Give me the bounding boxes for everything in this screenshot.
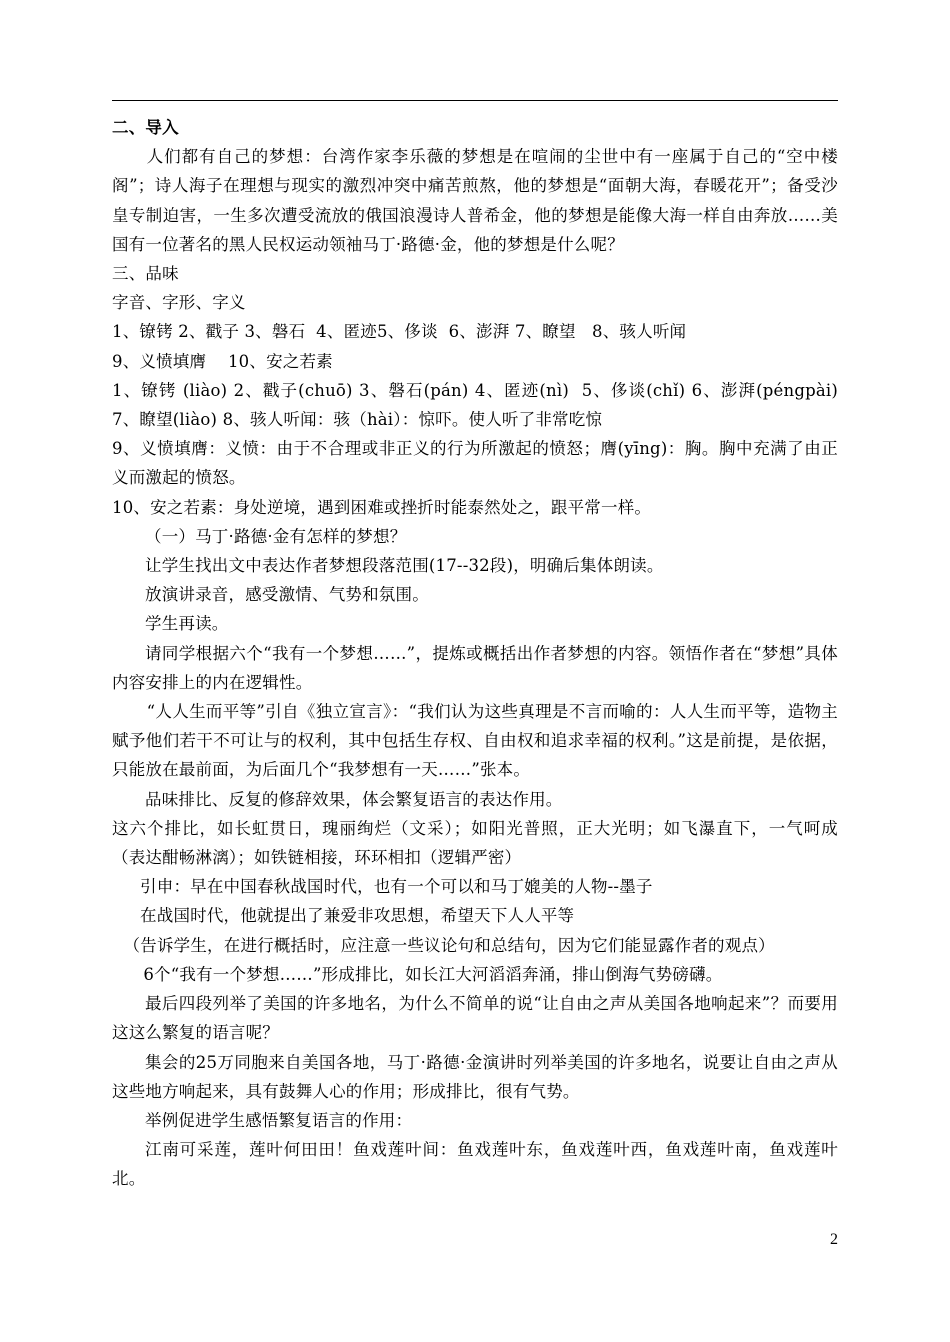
vocab-definition-9: 9、义愤填膺：义愤：由于不合理或非正义的行为所激起的愤怒；膺(yīng)：胸。胸中充满了由正义而激起的愤怒。 — [112, 439, 838, 488]
paragraph-example-intro: 举例促进学生感悟繁复语言的作用： — [145, 1110, 413, 1130]
paragraph-rhetoric: 品味排比、反复的修辞效果，体会繁复语言的表达作用。 — [145, 789, 563, 809]
question-heading-1: （一）马丁·路德·金有怎样的梦想？ — [145, 526, 407, 546]
paragraph-read-again: 学生再读。 — [145, 614, 229, 634]
paragraph-extension-mozi: 引申：早在中国春秋战国时代，也有一个可以和马丁媲美的人物--墨子 — [140, 877, 653, 897]
paragraph-summarize-dreams: 请同学根据六个“我有一个梦想……”，提炼或概括出作者梦想的内容。领悟作者在“梦想”具体内容安排上的内在逻辑性。 — [112, 643, 838, 692]
paragraph-poem-example: 江南可采莲，莲叶何田田！鱼戏莲叶间：鱼戏莲叶东，鱼戏莲叶西，鱼戏莲叶南，鱼戏莲叶北。 — [112, 1140, 838, 1189]
paragraph-place-names-answer: 集会的25万同胞来自美国各地，马丁·路德·金演讲时列举美国的许多地名，说要让自由之声从这些地方响起来，具有鼓舞人心的作用；形成排比，很有气势。 — [112, 1052, 838, 1101]
section-heading-appreciation: 三、品味 — [112, 264, 179, 284]
paragraph-place-names-question: 最后四段列举了美国的许多地名，为什么不简单的说“让自由之声从美国各地响起来”？而要用这这么繁复的语言呢？ — [112, 994, 838, 1043]
vocab-pronunciation: 1、镣铐 (liào) 2、戳子(chuō) 3、磐石(pán) 4、匿迹(nì) 5、侈谈(chǐ) 6、澎湃(péngpài) 7、瞭望(liào) 8、骇人听闻：骇（hài）：惊吓。使人听了非常吃惊 — [112, 380, 866, 430]
header-rule — [112, 100, 838, 101]
paragraph-intro: 人们都有自己的梦想：台湾作家李乐薇的梦想是在喧闹的尘世中有一座属于自己的“空中楼阁”；诗人海子在理想与现实的激烈冲突中痛苦煎熬，他的梦想是“面朝大海，春暖花开”；备受沙皇专制迫害，一生多次遭受流放的俄国浪漫诗人普希金，他的梦想是能像大海一样自由奔放……美国有一位著名的黑人民权运动领袖马丁·路德·金，他的梦想是什么呢？ — [112, 147, 838, 254]
paragraph-find-range: 让学生找出文中表达作者梦想段落范围(17--32段)，明确后集体朗读。 — [145, 556, 664, 576]
vocab-list-2: 9、义愤填膺 10、安之若素 — [112, 351, 333, 371]
paragraph-declaration: “人人生而平等”引自《独立宣言》：“我们认为这些真理是不言而喻的：人人生而平等，造物主赋予他们若干不可让与的权利，其中包括生存权、自由权和追求幸福的权利。”这是前提，是依据，只能放在最前面，为后面几个“我梦想有一天……”张本。 — [112, 702, 838, 780]
paragraph-teacher-note: （告诉学生，在进行概括时，应注意一些议论句和总结句，因为它们能显露作者的观点） — [123, 935, 775, 955]
vocab-list-1: 1、镣铐 2、戳子 3、磐石 4、匿迹5、侈谈 6、澎湃 7、瞭望 8、骇人听闻 — [112, 322, 687, 342]
vocab-definition-10: 10、安之若素：身处逆境，遇到困难或挫折时能泰然处之，跟平常一样。 — [112, 497, 652, 517]
section-heading-intro: 二、导入 — [112, 118, 179, 137]
paragraph-six-parallels: 这六个排比，如长虹贯日，瑰丽绚烂（文采）；如阳光普照，正大光明；如飞瀑直下，一气呵成（表达酣畅淋漓）；如铁链相接，环环相扣（逻辑严密） — [112, 818, 838, 868]
paragraph-six-dreams: 6个“我有一个梦想……”形成排比，如长江大河滔滔奔涌，排山倒海气势磅礴。 — [143, 964, 723, 984]
document-body — [112, 113, 866, 1194]
vocab-heading: 字音、字形、字义 — [112, 293, 246, 313]
page-number: 2 — [830, 1231, 838, 1248]
paragraph-warring-states: 在战国时代，他就提出了兼爱非攻思想，希望天下人人平等 — [140, 906, 575, 926]
paragraph-play-recording: 放演讲录音，感受激情、气势和氛围。 — [145, 585, 429, 605]
